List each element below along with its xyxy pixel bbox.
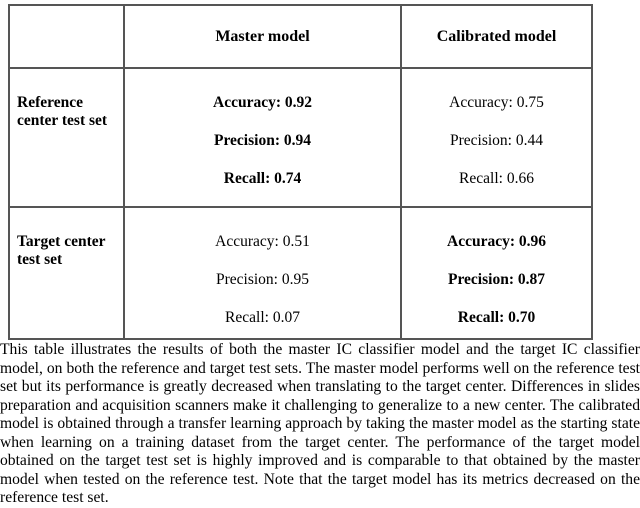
metric-precision: Precision: 0.95 <box>216 271 309 288</box>
table-caption: This table illustrates the results of both the master IC classifier model and the target IC classifier model, on both the reference and target test sets. The master model performs well on the reference test set but its performance is greatly decreased when translating to the target center. Differences in slides preparation and acquisition scanners make it challenging to generalize to a new center. The calibrated model is obtained through a transfer learning approach by taking the master model as the starting state when learning on a training dataset from the target center. The performance of the target model obtained on the target test set is highly improved and is comparable to that obtained by the master model when tested on the reference test. Note that the target model has its metrics decreased on the reference test set. <box>0 341 640 506</box>
column-header-calibrated-model: Calibrated model <box>402 6 591 69</box>
metric-recall: Recall: 0.66 <box>459 170 534 187</box>
metric-precision: Precision: 0.44 <box>450 132 543 149</box>
cell-reference-calibrated <box>402 69 591 208</box>
metric-recall: Recall: 0.70 <box>457 309 536 326</box>
metric-precision: Precision: 0.87 <box>447 271 545 288</box>
row-header-reference-center: Reference center test set <box>10 69 125 208</box>
metric-accuracy: Accuracy: 0.75 <box>449 94 544 111</box>
corner-cell <box>10 6 125 69</box>
metric-accuracy: Accuracy: 0.92 <box>213 94 312 111</box>
metric-precision: Precision: 0.94 <box>213 132 311 149</box>
row-header-target-center: Target center test set <box>10 208 125 338</box>
cell-target-calibrated <box>402 208 591 338</box>
results-table <box>8 4 593 340</box>
metric-accuracy: Accuracy: 0.96 <box>447 233 546 250</box>
column-header-master-model: Master model <box>125 6 402 69</box>
metric-accuracy: Accuracy: 0.51 <box>215 233 310 250</box>
cell-reference-master <box>125 69 402 208</box>
cell-target-master <box>125 208 402 338</box>
metric-recall: Recall: 0.07 <box>225 309 300 326</box>
metric-recall: Recall: 0.74 <box>223 170 302 187</box>
